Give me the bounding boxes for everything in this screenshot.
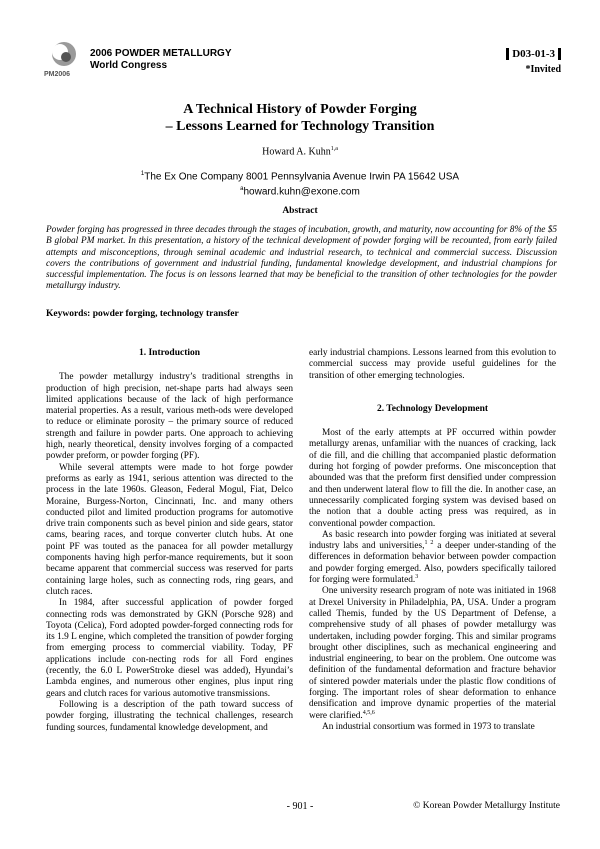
page-number: - 901 - [286, 801, 314, 812]
logo-text: PM2006 [44, 71, 71, 78]
invited-label: *Invited [525, 64, 561, 75]
conference-line2: World Congress [90, 59, 168, 71]
section-heading-technology-development: 2. Technology Development [376, 403, 489, 414]
abstract-text: Powder forging has progressed in three decades through the stages of incubation, growth, and maturity, now accounting for 8% of the $5 B global PM market. In this presentation, a history of the technical development of powder forging will be recounted, from early failed attempts and misconceptions, through seminal academic and industrial research, to technical and commercial success. Discussion covers the contributions of government and industrial funding, fundamental knowledge development, and industrial champions for successful implementation. The focus is on lessons learned that may be beneficial to the transition of other technologies for the powder metallurgy industry. [46, 225, 557, 292]
intro-paragraph-3: In 1984, after successful application of powder forged connecting rods was demonstrated by GKN (Porsche 928) and Toyota (Celica), Ford adopted powder-forged connecting rods for its 1.9 L engine, which completed the transition of powder forging from emerging process to commercial viability. Today, PF applications include con-necting rods for all Ford engines (recently, the 6.0 L PowerStroke diesel was added), Hyundai’s Lambda engines, and numerous other engines, plus input ring gears and clutch races for various automotive transmissions. [46, 598, 293, 699]
citation-1-2: 1 2 [424, 540, 434, 547]
paper-code-box [506, 44, 561, 75]
keywords: Keywords: powder forging, technology transfer [46, 309, 239, 319]
conference-line1: 2006 POWDER METALLURGY [90, 48, 232, 59]
tech-paragraph-3 [309, 586, 556, 722]
conference-name [90, 48, 232, 71]
author [0, 146, 600, 157]
tech-paragraph-4: An industrial consortium was formed in 1973 to translate [322, 721, 535, 732]
tech-paragraph-2 [309, 530, 556, 586]
author-sup: 1,a [330, 146, 338, 152]
copyright: © Korean Powder Metallurgy Institute [413, 801, 560, 811]
paper-title [0, 101, 600, 135]
title-line2: – Lessons Learned for Technology Transition [165, 119, 435, 134]
intro-paragraph-2: While several attempts were made to hot forge powder preforms as early as 1941, serious attention was directed to the process in the late 1960s. Gleason, Federal Mogul, Fiat, Delco Moraine, Burgess-Norton, Cincinnati, Inc. and many others conducted pilot and limited production programs for automotive drive train components such as bevel pinion and side gears, stator cams, bearing races, and torque converter clutch hubs. At one point PF was touted as the panacea for all powder metallurgy components having high perfor-mance requirements, but it soon became apparent that commercial success was reserved for parts containing large holes, such as connecting rods, ring gears, and clutch races. [46, 462, 293, 597]
email-sup: a [240, 186, 244, 193]
tech-paragraph-3-text: One university research program of note was initiated in 1968 at Drexel University in Philadelphia, PA, USA. Under a program called Themis, funded by the US Department of Defense, a comprehensive study of all phases of powder metallurgy was undertaken, including powder forging. This and similar programs brought other disciplines, such as mechanical engineering and industrial engineering, to bear on the problem. One outcome was definition of the fundamental deformation and fracture behavior of sintered powder materials under the plastic flow conditions of forging. The important roles of shear deformation to enhance densification and improve dynamic properties of the material were clarified. [309, 586, 556, 721]
intro-paragraph-4: Following is a description of the path toward success of powder forging, illustrating the technical challenges, research funding sources, fundamental knowledge development, and [46, 699, 293, 733]
affiliation: The Ex One Company 8001 Pennsylvania Avenue Irwin PA 15642 USA [144, 171, 460, 183]
abstract-heading: Abstract [282, 206, 318, 216]
affiliation-block [0, 168, 600, 199]
author-name: Howard A. Kuhn [262, 146, 331, 158]
affiliation-sup: 1 [140, 171, 145, 177]
tech-paragraph-2-part-b: a deeper under-standing of the differences in deformation behavior between powder compaction and powder forging emerged. Also, powders specifically tailored for forging were formulated. [309, 541, 556, 586]
citation-4-5-6: 4,5,6 [362, 709, 375, 716]
right-column [309, 348, 556, 733]
intro-paragraph-continued: early industrial champions. Lessons learned from this evolution to commercial success may provide useful guidelines for the transition of other emerging technologies. [309, 348, 556, 381]
intro-paragraph-1: The powder metallurgy industry’s traditional strengths in production of high precision, net-shape parts had always seen limited applications because of the lack of high performance material properties. As a result, various meth-ods were developed to reduce or eliminate porosity – the primary source of reduced strength and failure in powder parts. One approach to achieving high, nearly theoretical, density involves forging of a compacted powder preform, or powder forging (PF). [46, 372, 293, 462]
section-heading-introduction: 1. Introduction [138, 348, 201, 358]
email: howard.kuhn@exone.com [243, 186, 360, 198]
paper-code: D03-01-3 [506, 48, 561, 60]
left-column [46, 348, 293, 734]
tech-paragraph-2-part-a: As basic research into powder forging was initiated at several industry labs and universities, [309, 529, 556, 552]
title-line1: A Technical History of Powder Forging [183, 102, 417, 117]
pm2006-logo [44, 40, 84, 84]
tech-paragraph-1: Most of the early attempts at PF occurred within powder metallurgy arenas, unfamiliar with the nuances of cracking, lack of die fill, and die chilling that accompanied plastic deformation during hot forging of powder preforms. One misconception that abounded was that the preform first densified under compression and then underwent lateral flow to fill the die. In another case, an unnecessarily complicated forging system was devised based on the notion that a double acting press was required, as in conventional powder compaction. [309, 428, 556, 529]
citation-3: 3 [415, 573, 419, 580]
